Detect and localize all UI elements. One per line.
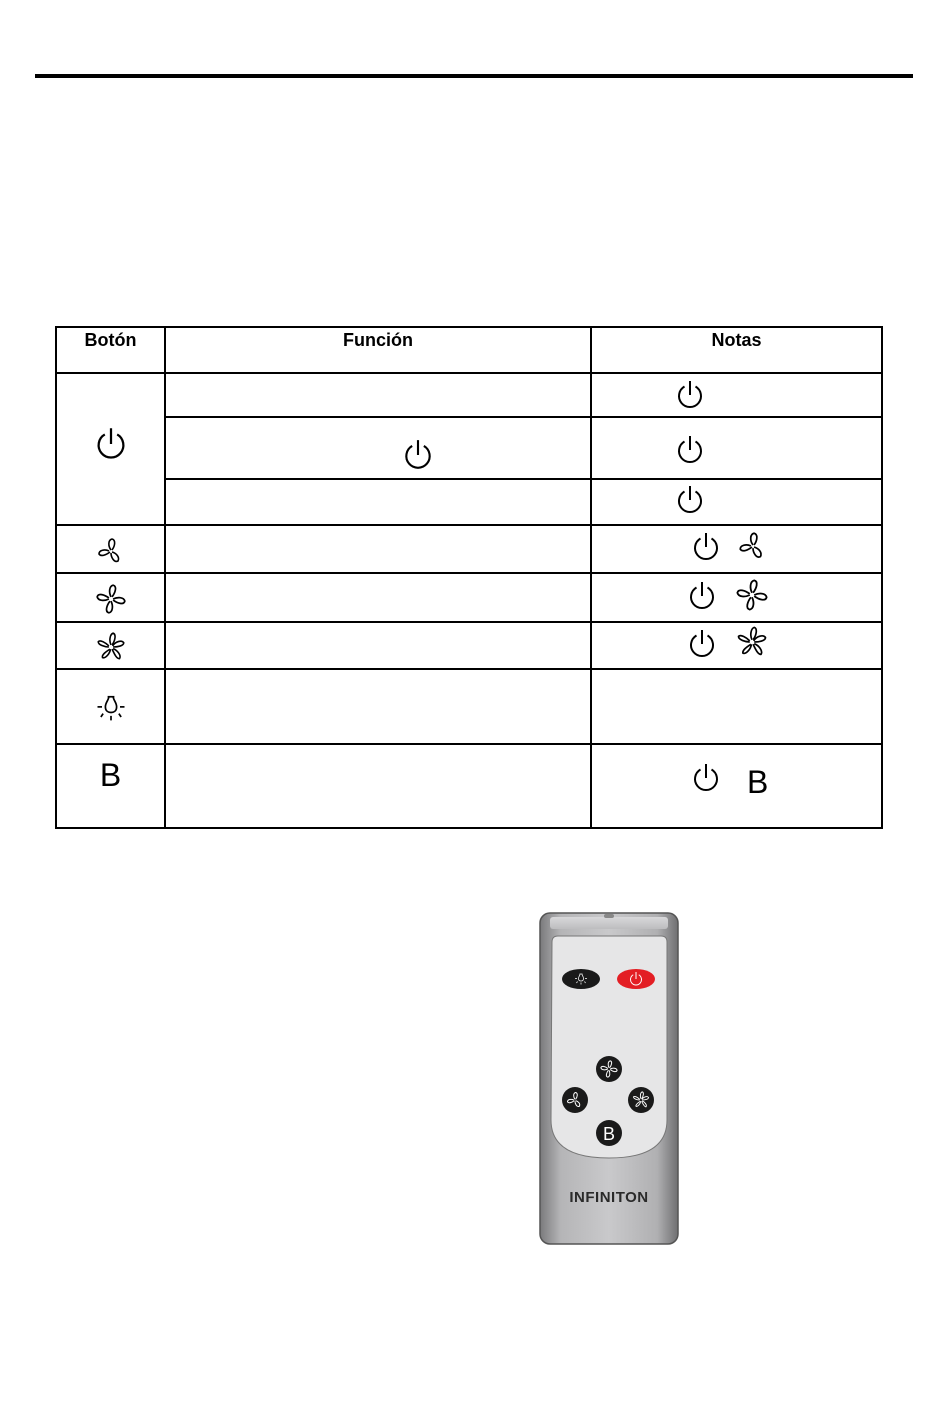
- button-cell-fan-2: [56, 573, 165, 622]
- top-rule: [35, 74, 913, 78]
- power-icon: [690, 762, 722, 794]
- table-row: [56, 417, 882, 479]
- power-icon: [686, 628, 718, 660]
- remote-power-button[interactable]: [617, 969, 655, 989]
- remote-control: [539, 912, 679, 1246]
- b-mode-icon: B: [747, 764, 769, 800]
- header-button: Botón: [56, 327, 165, 373]
- light-icon: [93, 690, 129, 726]
- button-cell-b-mode: [56, 744, 165, 828]
- table-row: [56, 373, 882, 417]
- function-cell: [165, 373, 591, 417]
- function-cell: [165, 669, 591, 744]
- notes-cell: [591, 622, 882, 669]
- notes-cell: [591, 744, 882, 828]
- b-mode-icon: B: [99, 757, 122, 793]
- table-row: [56, 744, 882, 828]
- fan-speed-1-icon: [95, 535, 127, 567]
- button-cell-light: [56, 669, 165, 744]
- button-cell-fan-1: [56, 525, 165, 573]
- function-cell: [165, 744, 591, 828]
- remote-fan-speed-2-button[interactable]: [596, 1056, 622, 1082]
- fan-speed-2-icon: [734, 577, 770, 613]
- table-header-row: [56, 327, 882, 373]
- power-icon: [401, 438, 435, 472]
- power-icon: [674, 434, 706, 466]
- table-row: [56, 525, 882, 573]
- remote-b-label: B: [602, 1124, 616, 1144]
- remote-brand-logo: INFINITON: [569, 1189, 649, 1206]
- notes-cell: [591, 479, 882, 525]
- power-icon: [686, 580, 718, 612]
- power-icon: [93, 426, 129, 462]
- button-cell-fan-3: [56, 622, 165, 669]
- remote-top-strip: [550, 917, 668, 929]
- header-notes: Notas: [591, 327, 882, 373]
- remote-fan-speed-3-button[interactable]: [628, 1087, 654, 1113]
- notes-cell: [591, 525, 882, 573]
- fan-speed-2-icon: [94, 582, 128, 616]
- table-row: [56, 479, 882, 525]
- function-cell: [165, 525, 591, 573]
- remote-b-mode-button[interactable]: [596, 1120, 622, 1146]
- header-function: Función: [165, 327, 591, 373]
- function-cell: [165, 622, 591, 669]
- table-row: [56, 573, 882, 622]
- function-cell: [165, 573, 591, 622]
- fan-speed-1-icon: [736, 529, 770, 563]
- buttons-table: [55, 326, 883, 829]
- remote-light-button[interactable]: [562, 969, 600, 989]
- remote-ir-window: [604, 914, 614, 918]
- function-cell: [165, 479, 591, 525]
- fan-speed-3-icon: [734, 624, 770, 660]
- notes-cell: [591, 669, 882, 744]
- notes-cell: [591, 417, 882, 479]
- power-icon: [690, 531, 722, 563]
- button-cell-power: [56, 373, 165, 525]
- function-cell: [165, 417, 591, 479]
- fan-speed-3-icon: [94, 630, 128, 664]
- table-row: [56, 622, 882, 669]
- power-icon: [674, 484, 706, 516]
- table-row: [56, 669, 882, 744]
- remote-fan-speed-1-button[interactable]: [562, 1087, 588, 1113]
- notes-cell: [591, 573, 882, 622]
- power-icon: [674, 379, 706, 411]
- notes-cell: [591, 373, 882, 417]
